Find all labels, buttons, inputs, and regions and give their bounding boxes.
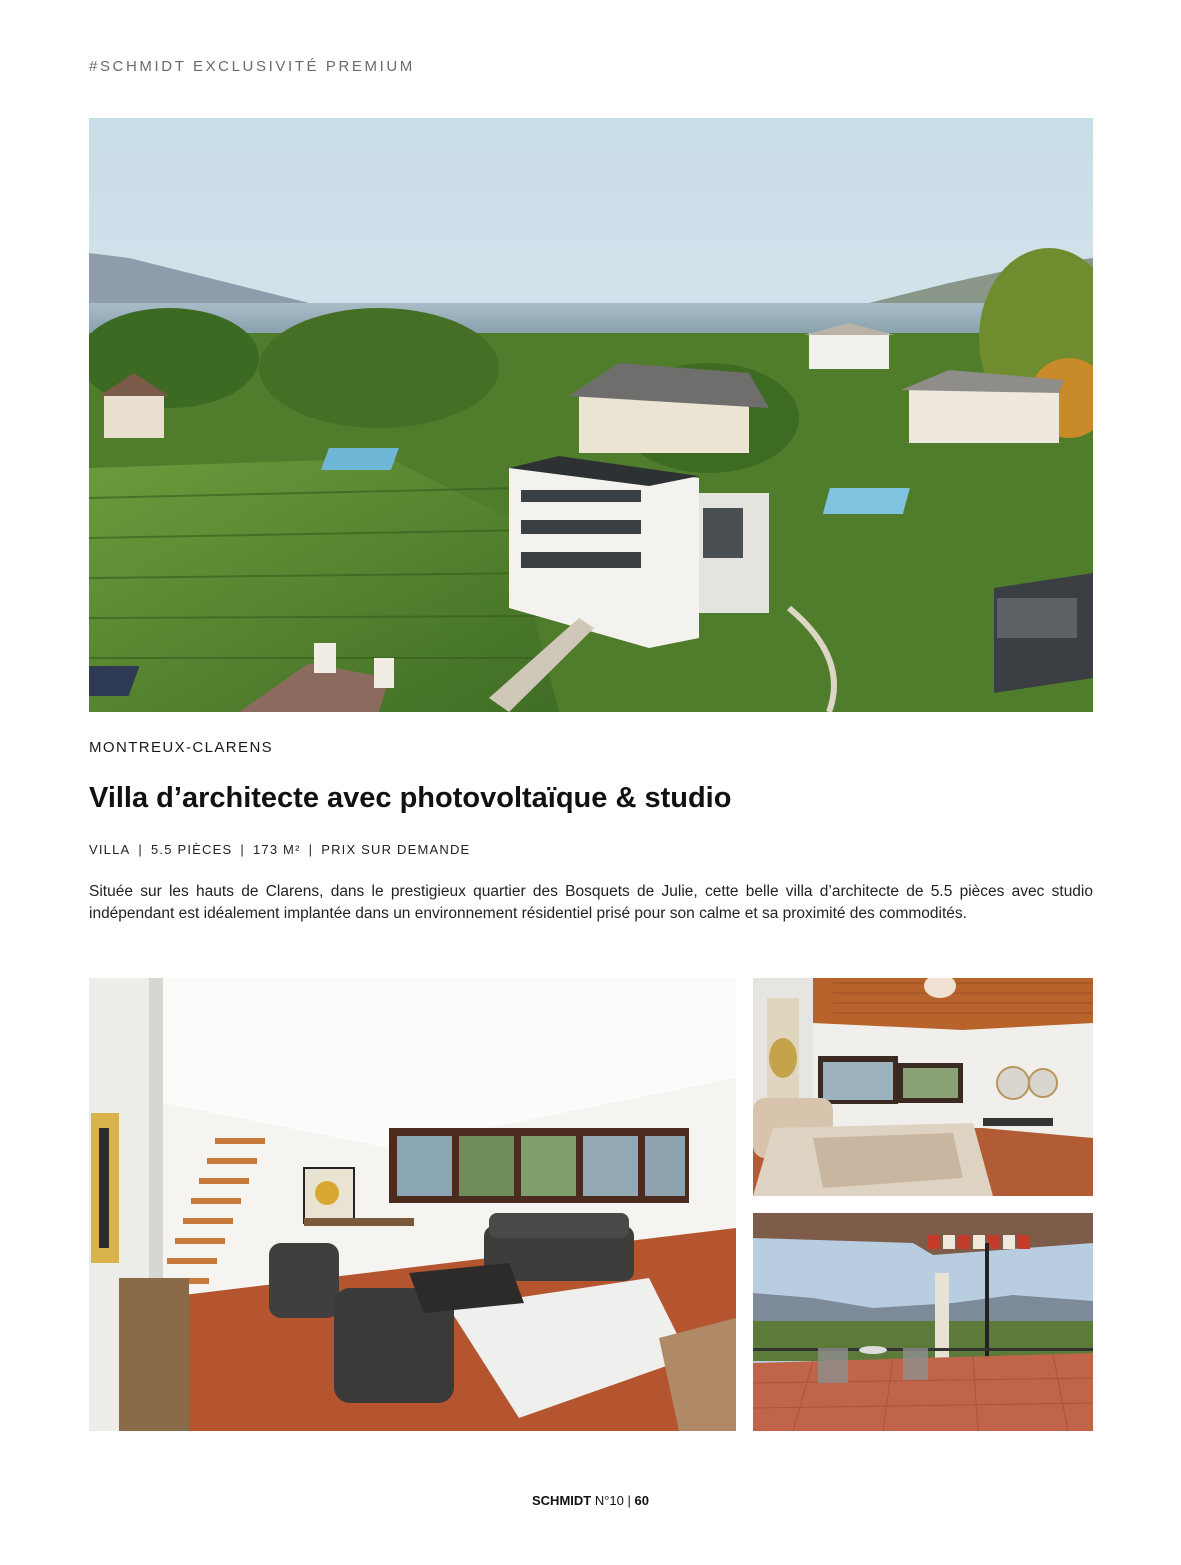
- listing-description: Située sur les hauts de Clarens, dans le prestigieux quartier des Bosquets de Julie, cette belle villa d’architecte de 5.5 pièces avec studio indépendant est idéalement implantée dans un environnement résidentiel prisé pour son calme et sa proximité des commodités.: [89, 883, 1093, 922]
- footer-brand: SCHMIDT: [532, 1493, 592, 1508]
- spec-price: PRIX SUR DEMANDE: [321, 842, 471, 857]
- page-footer: [0, 1493, 1181, 1508]
- spec-area: 173 M²: [252, 842, 301, 857]
- hero-photo-aerial-villa: [89, 118, 1093, 712]
- spec-separator: |: [138, 842, 143, 857]
- photo-bedroom: [753, 978, 1093, 1196]
- photo-terrace: [753, 1213, 1093, 1431]
- listing-specs: [89, 842, 470, 857]
- spec-separator: |: [240, 842, 245, 857]
- section-kicker: #SCHMIDT EXCLUSIVITÉ PREMIUM: [89, 58, 415, 75]
- spec-separator: |: [308, 842, 314, 857]
- footer-issue: N°10: [594, 1493, 624, 1508]
- spec-rooms: 5.5 PIÈCES: [151, 842, 233, 857]
- spec-type: VILLA: [89, 842, 131, 857]
- page-number: 60: [634, 1493, 649, 1508]
- listing-location: MONTREUX-CLARENS: [89, 739, 274, 756]
- photo-living-room: [89, 978, 736, 1431]
- footer-separator: |: [627, 1493, 631, 1508]
- listing-title: Villa d’architecte avec photovoltaïque & studio: [89, 782, 732, 814]
